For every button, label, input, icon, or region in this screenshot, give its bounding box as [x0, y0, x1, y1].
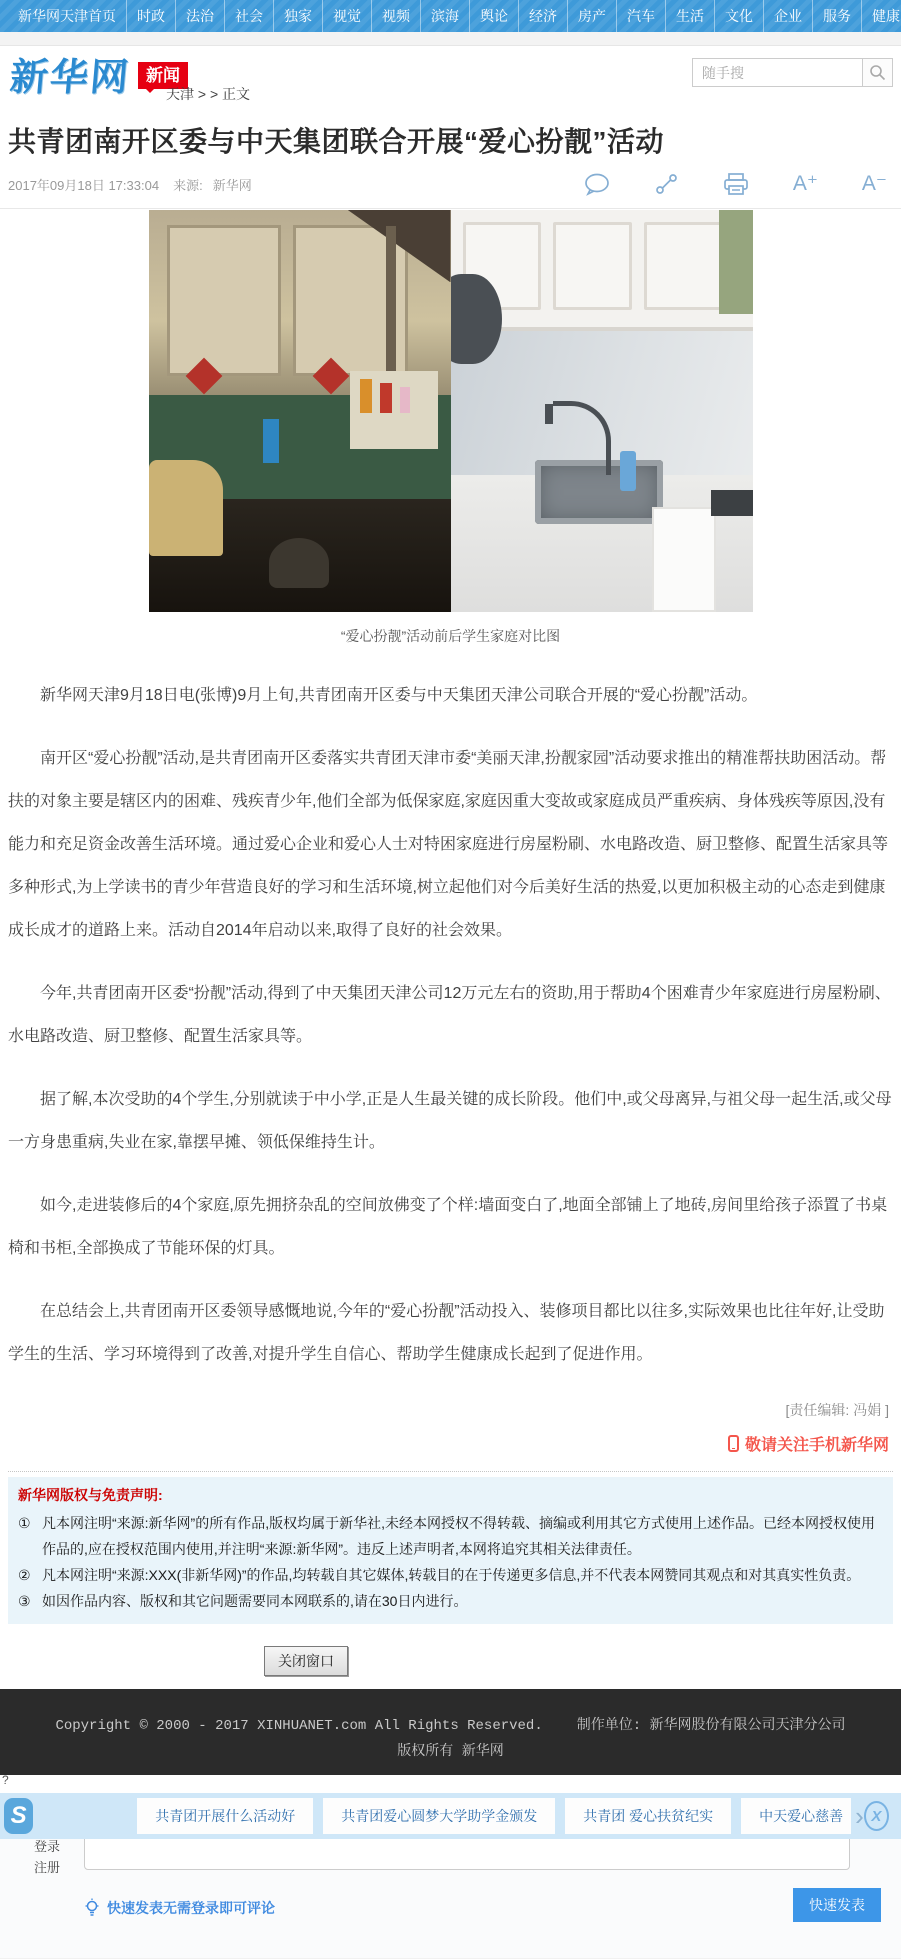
article-paragraph: 在总结会上,共青团南开区委领导感慨地说,今年的“爱心扮靓”活动投入、装修项目都比以往多,实际效果也比往年好,让受助学生的生活、学习环境得到了改善,对提升学生自信心、帮助学生健康成长起到了促进作用。 [8, 1303, 885, 1363]
nav-item-auto[interactable]: 汽车 [616, 0, 665, 32]
breadcrumb[interactable]: 天津 > > 正文 [166, 86, 251, 102]
mobile-promo[interactable] [12, 1432, 889, 1455]
new-faucet [553, 401, 611, 475]
related-link[interactable]: 共青团 爱心扶贫纪实 [565, 1798, 731, 1834]
photo-after [451, 210, 753, 612]
nav-item-home[interactable]: 新华网天津首页 [18, 8, 116, 24]
producer-text: 制作单位: 新华网股份有限公司天津分公司 [576, 1718, 846, 1734]
print-icon[interactable] [723, 172, 749, 196]
quick-post-button[interactable]: 快速发表 [793, 1888, 881, 1922]
old-window [350, 371, 438, 449]
site-header [0, 46, 901, 112]
article-paragraph: 今年,共青团南开区委“扮靓”活动,得到了中天集团天津公司12万元左右的资助,用于帮助4个困难青少年家庭进行房屋粉刷、水电路改造、厨卫整修、配置生活家具等。 [8, 985, 891, 1045]
nav-item-life[interactable]: 生活 [665, 0, 714, 32]
copyright-text: Copyright © 2000 - 2017 XINHUANET.com All Rights Reserved. [55, 1718, 543, 1734]
nav-item-health[interactable]: 健康 [861, 0, 901, 32]
disclaimer-number: ① [18, 1515, 31, 1531]
editor-credit: [责任编辑: 冯娟 ] [785, 1402, 889, 1418]
close-bar-icon[interactable]: X [864, 1801, 889, 1831]
disclaimer-item [18, 1562, 883, 1588]
nav-item-opinion[interactable]: 舆论 [469, 0, 518, 32]
related-links-bar [0, 1793, 901, 1839]
nav-item-economy[interactable]: 经济 [518, 0, 567, 32]
dotted-divider [8, 1471, 893, 1472]
search-button[interactable] [862, 58, 893, 87]
xinhuanet-logo: 新华网 [8, 57, 132, 99]
next-arrow-icon[interactable]: › [855, 1801, 864, 1831]
disclaimer-text: 如因作品内容、版权和其它问题需要同本网联系的,请在30日内进行。 [42, 1593, 468, 1609]
page-title: 共青团南开区委与中天集团联合开展“爱心扮靓”活动 [8, 126, 665, 157]
related-link[interactable]: 共青团爱心圆梦大学助学金颁发 [323, 1798, 555, 1834]
search-box [692, 58, 893, 87]
top-nav [0, 0, 901, 32]
article-meta [0, 160, 901, 209]
comment-icon[interactable] [583, 172, 611, 196]
white-strip [0, 1775, 901, 1793]
site-footer [0, 1689, 901, 1775]
related-links [137, 1798, 851, 1834]
article-paragraph: 南开区“爱心扮靓”活动,是共青团南开区委落实共青团天津市委“美丽天津,扮靓家园”活动要求推出的精准帮扶助困活动。帮扶的对象主要是辖区内的困难、残疾青少年,他们全部为低保家庭,家庭因重大变故或家庭成员严重疾病、身体残疾等原因,没有能力和充足资金改善生活环境。通过爱心企业和爱心人士对特困家庭进行房屋粉刷、水电路改造、厨卫整修、配置生活家具等多种形式,为上学读书的青少年营造良好的学习和生活环境,树立起他们对今后美好生活的热爱,以更加积极主动的心态走到健康成长成才的道路上来。活动自2014年启动以来,取得了良好的社会效果。 [8, 750, 889, 939]
related-link[interactable]: 共青团开展什么活动好 [137, 1798, 313, 1834]
quick-post-tip[interactable] [84, 1898, 275, 1918]
font-decrease-button[interactable]: A⁻ [861, 172, 887, 195]
font-increase-button[interactable]: A⁺ [792, 172, 818, 195]
nav-item-enterprise[interactable]: 企业 [763, 0, 812, 32]
nav-item-vision[interactable]: 视觉 [322, 0, 371, 32]
stray-text: ? [2, 1773, 9, 1787]
rights-text: 版权所有 新华网 [397, 1744, 504, 1760]
copyright-disclaimer [8, 1477, 893, 1624]
nav-item-culture[interactable]: 文化 [714, 0, 763, 32]
sogou-logo-icon[interactable]: S [4, 1798, 33, 1834]
disclaimer-text: 凡本网注明“来源:新华网”的所有作品,版权均属于新华社,未经本网授权不得转载、摘编或利用其它方式使用上述作品。已经本网授权使用作品的,应在授权范围内使用,并注明“来源:新华网”。违反上述声明者,本网将追究其相关法律责任。 [42, 1515, 875, 1557]
nav-item-realestate[interactable]: 房产 [567, 0, 616, 32]
quick-post-tip-label: 快速发表无需登录即可评论 [107, 1900, 275, 1916]
nav-item-politics[interactable]: 时政 [126, 0, 175, 32]
lightbulb-icon [84, 1898, 100, 1918]
nav-item-society[interactable]: 社会 [224, 0, 273, 32]
disclaimer-number: ③ [18, 1593, 31, 1609]
phone-icon [728, 1435, 739, 1452]
article-paragraph: 如今,走进装修后的4个家庭,原先拥挤杂乱的空间放佛变了个样:墙面变白了,地面全部铺上了地砖,房间里给孩子添置了书桌椅和书柜,全部换成了节能环保的灯具。 [8, 1197, 888, 1257]
article-body [0, 210, 901, 1749]
disclaimer-text: 凡本网注明“来源:XXX(非新华网)”的作品,均转载自其它媒体,转载目的在于传递更多信息,并不代表本网赞同其观点和对其真实性负责。 [42, 1567, 861, 1583]
register-link[interactable]: 注册 [33, 1860, 60, 1875]
nav-item-binhai[interactable]: 滨海 [420, 0, 469, 32]
share-icon[interactable] [655, 172, 679, 196]
source-name[interactable]: 新华网 [212, 177, 252, 193]
disclaimer-item [18, 1510, 883, 1562]
photo-before [149, 210, 451, 612]
article-paragraph: 据了解,本次受助的4个学生,分别就读于中小学,正是人生最关键的成长阶段。他们中,或父母离异,与祖父母一起生活,或父母一方身患重病,失业在家,靠摆早摊、领低保维持生计。 [8, 1091, 892, 1151]
publish-date: 2017年09月18日 17:33:04 [8, 177, 160, 193]
search-input[interactable] [692, 58, 862, 87]
nav-item-service[interactable]: 服务 [812, 0, 861, 32]
photo-caption: “爱心扮靓”活动前后学生家庭对比图 [340, 628, 561, 644]
source-label: 来源: [173, 177, 203, 193]
login-link[interactable]: 登录 [33, 1839, 60, 1854]
related-link[interactable]: 中天爱心慈善 [741, 1798, 851, 1834]
mobile-promo-label: 敬请关注手机新华网 [744, 1437, 889, 1454]
article-paragraph: 新华网天津9月18日电(张博)9月上旬,共青团南开区委与中天集团天津公司联合开展的“爱心扮靓”活动。 [40, 687, 758, 704]
disclaimer-title: 新华网版权与免责声明: [18, 1487, 163, 1503]
search-icon [869, 64, 886, 81]
nav-item-exclusive[interactable]: 独家 [273, 0, 322, 32]
article-tools [583, 172, 887, 196]
disclaimer-item [18, 1588, 883, 1614]
sub-bar [0, 32, 901, 46]
close-window-button[interactable]: 关闭窗口 [264, 1646, 348, 1676]
nav-item-law[interactable]: 法治 [175, 0, 224, 32]
site-logo[interactable] [10, 58, 188, 98]
nav-item-video[interactable]: 视频 [371, 0, 420, 32]
article-photo [149, 210, 753, 612]
news-badge: 新闻 [138, 62, 188, 89]
disclaimer-number: ② [18, 1567, 31, 1583]
